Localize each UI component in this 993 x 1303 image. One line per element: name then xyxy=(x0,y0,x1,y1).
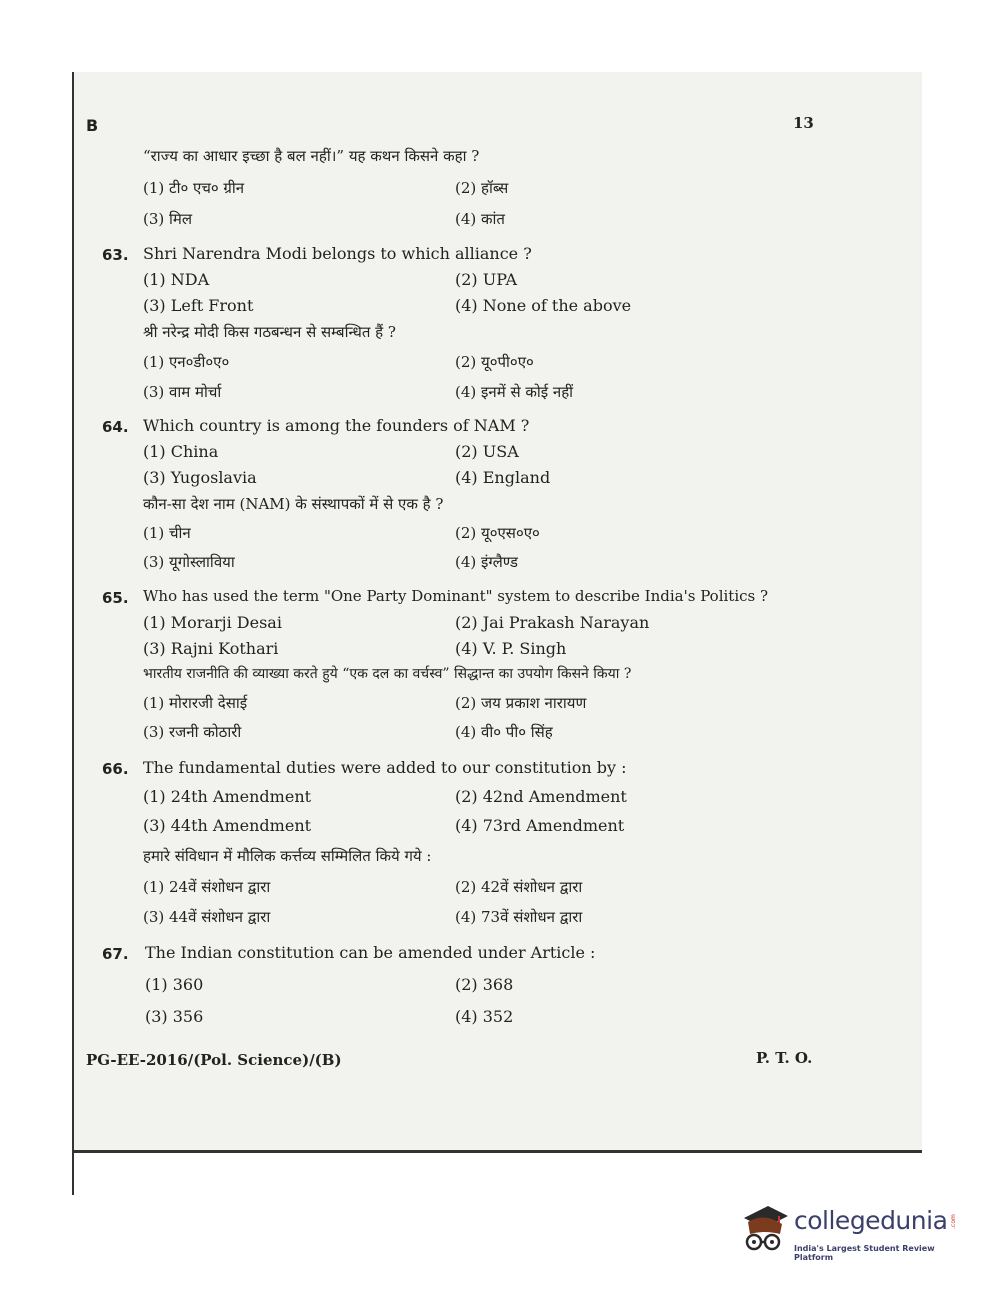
question-number: 67. xyxy=(102,945,129,963)
question-en: Who has used the term "One Party Dominant" system to describe India's Politics ? xyxy=(143,587,769,605)
option-hi: (1) 24वें संशोधन द्वारा xyxy=(143,878,271,896)
option-hi: (4) वी० पी० सिंह xyxy=(455,723,553,741)
option-en: (3) Left Front xyxy=(143,296,254,315)
page-edge-bottom xyxy=(72,1150,922,1153)
option-hi: (3) यूगोस्लाविया xyxy=(143,553,235,571)
option-en: (1) 360 xyxy=(145,975,204,994)
option-hi: (1) चीन xyxy=(143,524,191,542)
question-hi: हमारे संविधान में मौलिक कर्त्तव्य सम्मिलित किये गये : xyxy=(143,847,432,865)
option-en: (2) USA xyxy=(455,442,519,461)
logo-tagline: India's Largest Student Review Platform xyxy=(794,1244,935,1262)
exam-code: PG-EE-2016/(Pol. Science)/(B) xyxy=(86,1051,342,1069)
option-en: (3) 44th Amendment xyxy=(143,816,312,835)
option-en: (2) 368 xyxy=(455,975,514,994)
option-en: (4) None of the above xyxy=(455,296,632,315)
logo-wordmark: collegedunia xyxy=(794,1206,948,1235)
option-en: (1) Morarji Desai xyxy=(143,613,282,632)
option-hi: (2) यू०एस०ए० xyxy=(455,524,540,542)
option-en: (2) 42nd Amendment xyxy=(455,787,627,806)
option-hi: (2) यू०पी०ए० xyxy=(455,353,534,371)
option-hi: (2) जय प्रकाश नारायण xyxy=(455,694,587,712)
page-number: 13 xyxy=(793,114,814,132)
option-hi: (1) टी० एच० ग्रीन xyxy=(143,179,245,197)
option-hi: (3) रजनी कोठारी xyxy=(143,723,242,741)
option-hi: (3) 44वें संशोधन द्वारा xyxy=(143,908,271,926)
logo-domain: .com xyxy=(949,1214,957,1229)
option-en: (4) 73rd Amendment xyxy=(455,816,625,835)
question-hi: श्री नरेन्द्र मोदी किस गठबन्धन से सम्बन्धित हैं ? xyxy=(143,323,396,341)
question-number: 66. xyxy=(102,760,129,778)
mascot-icon xyxy=(738,1200,792,1256)
option-hi: (2) 42वें संशोधन द्वारा xyxy=(455,878,583,896)
option-hi: (2) हॉब्स xyxy=(455,179,509,197)
option-en: (1) China xyxy=(143,442,219,461)
option-hi: (4) 73वें संशोधन द्वारा xyxy=(455,908,583,926)
option-en: (4) V. P. Singh xyxy=(455,639,567,658)
collegedunia-logo xyxy=(738,1200,963,1262)
series-label: B xyxy=(86,116,99,135)
option-hi: (3) वाम मोर्चा xyxy=(143,383,222,401)
option-hi: (1) मोरारजी देसाई xyxy=(143,694,248,712)
option-en: (4) England xyxy=(455,468,551,487)
question-number: 65. xyxy=(102,589,129,607)
question-number: 63. xyxy=(102,246,129,264)
pto-label: P. T. O. xyxy=(756,1049,813,1067)
option-hi: (3) मिल xyxy=(143,210,193,228)
option-en: (3) Yugoslavia xyxy=(143,468,257,487)
option-en: (2) Jai Prakash Narayan xyxy=(455,613,650,632)
option-en: (2) UPA xyxy=(455,270,518,289)
question-en: Shri Narendra Modi belongs to which alliance ? xyxy=(143,244,532,263)
option-en: (1) 24th Amendment xyxy=(143,787,312,806)
question-en: The Indian constitution can be amended under Article : xyxy=(145,943,596,962)
option-en: (3) Rajni Kothari xyxy=(143,639,279,658)
page-edge-left xyxy=(72,1150,74,1195)
option-hi: (4) कांत xyxy=(455,210,505,228)
option-hi: (4) इंग्लैण्ड xyxy=(455,553,518,571)
option-hi: (1) एन०डी०ए० xyxy=(143,353,230,371)
option-en: (1) NDA xyxy=(143,270,210,289)
question-hi: भारतीय राजनीति की व्याख्या करते हुये “एक दल का वर्चस्व” सिद्धान्त का उपयोग किसने किया ? xyxy=(143,666,632,682)
question-number: 64. xyxy=(102,418,129,436)
question-en: The fundamental duties were added to our constitution by : xyxy=(143,758,627,777)
option-en: (4) 352 xyxy=(455,1007,514,1026)
option-en: (3) 356 xyxy=(145,1007,204,1026)
question-hi: “राज्य का आधार इच्छा है बल नहीं।” यह कथन किसने कहा ? xyxy=(143,147,480,165)
question-hi: कौन-सा देश नाम (NAM) के संस्थापकों में से एक है ? xyxy=(143,495,444,513)
option-hi: (4) इनमें से कोई नहीं xyxy=(455,383,574,401)
question-en: Which country is among the founders of NAM ? xyxy=(143,416,530,435)
